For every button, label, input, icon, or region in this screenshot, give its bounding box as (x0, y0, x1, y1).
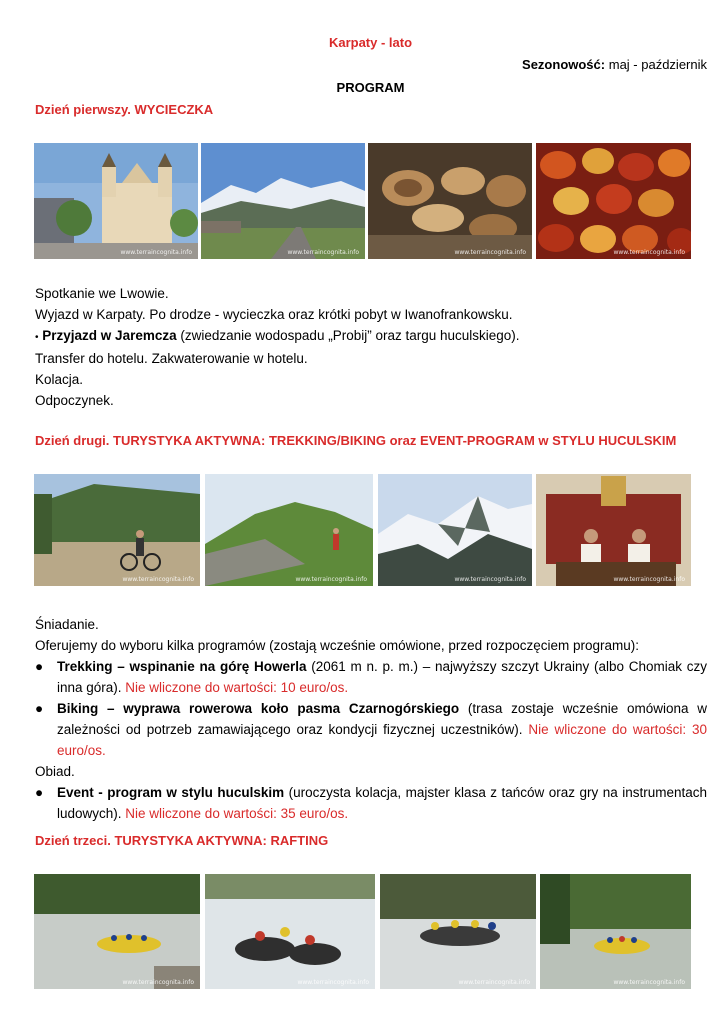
photo-watermark: www.terraincognita.info (120, 249, 192, 256)
photo-church (34, 143, 198, 259)
photo-raft-1 (34, 874, 200, 989)
photo-watermark: www.terraincognita.info (287, 249, 359, 256)
day2-line-offer: Oferujemy do wyboru kilka programów (zostają wcześnie omówione, przed rozpoczęciem programu): (35, 638, 639, 653)
bullet-biking (35, 698, 707, 761)
photo-biker (34, 474, 200, 586)
price-note: Nie wliczone do wartości: 30 euro/os. (57, 722, 708, 758)
photo-market-plates (368, 143, 532, 259)
mountain-road-image (201, 143, 365, 259)
photo-hutsul-musicians (536, 474, 691, 586)
photo-mountain-road (201, 143, 365, 259)
bullet-icon: • (35, 332, 39, 343)
raft-2-image (205, 874, 375, 989)
season-value: maj - październik (608, 57, 707, 72)
day1-bullet-arrival (35, 325, 695, 348)
day1-line-rest: Odpoczynek. (35, 393, 114, 408)
day2-bullets-2 (35, 782, 707, 824)
bullet-text: (2061 m n. p. m.) – najwyższy szczyt Ukrainy (albo Chomiak czy inna góra). (57, 659, 707, 695)
price-note: Nie wliczone do wartości: 10 euro/os. (125, 680, 349, 695)
bullet-text: (zwiedzanie wodospadu „Probij” oraz targu huculskiego). (176, 328, 520, 343)
snow-peaks-image (378, 474, 532, 586)
photo-watermark: www.terraincognita.info (122, 979, 194, 986)
bullet-trekking (35, 656, 707, 698)
day2-bullets-1 (35, 656, 707, 761)
photo-watermark: www.terraincognita.info (454, 576, 526, 583)
raft-3-image (380, 874, 536, 989)
bullet-bold-text: Event - program w stylu huculskim (57, 785, 285, 800)
photo-watermark: www.terraincognita.info (297, 979, 369, 986)
bullet-icon: ● (35, 785, 44, 800)
raft-4-image (540, 874, 691, 989)
photo-watermark: www.terraincognita.info (454, 249, 526, 256)
day3-heading: Dzień trzeci. TURYSTYKA AKTYWNA: RAFTING (35, 833, 329, 848)
day2-line-breakfast: Śniadanie. (35, 617, 99, 632)
bullet-bold-text: Trekking – wspinanie na górę Howerla (57, 659, 307, 674)
photo-raft-3 (380, 874, 536, 989)
biker-image (34, 474, 200, 586)
document-title: Karpaty - lato (328, 35, 413, 50)
season-line (522, 57, 707, 72)
bullet-event (35, 782, 707, 824)
photo-hiker-hill (205, 474, 373, 586)
raft-1-image (34, 874, 200, 989)
day1-text (35, 283, 695, 411)
program-heading: PROGRAM (336, 80, 405, 95)
season-label: Sezonowość: (522, 57, 606, 72)
photo-raft-4 (540, 874, 691, 989)
church-image (34, 143, 198, 259)
photo-painted-eggs (536, 143, 691, 259)
day1-line-transfer: Transfer do hotelu. Zakwaterowanie w hotelu. (35, 351, 308, 366)
photo-watermark: www.terraincognita.info (122, 576, 194, 583)
photo-watermark: www.terraincognita.info (613, 249, 685, 256)
hutsul-musicians-image (536, 474, 691, 586)
bullet-text: (uroczysta kolacja, majster klasa z tańców oraz gry na instrumentach ludowych). (57, 785, 707, 821)
bullet-bold-text: Przyjazd w Jaremcza (42, 328, 177, 343)
hiker-hill-image (205, 474, 373, 586)
price-note: Nie wliczone do wartości: 35 euro/os. (125, 806, 349, 821)
day1-line-departure: Wyjazd w Karpaty. Po drodze - wycieczka oraz krótki pobyt w Iwanofrankowsku. (35, 307, 513, 322)
market-plates-image (368, 143, 532, 259)
day2-heading: Dzień drugi. TURYSTYKA AKTYWNA: TREKKING/BIKING oraz EVENT-PROGRAM w STYLU HUCULSKIM (35, 433, 677, 448)
day2-text (35, 614, 707, 824)
photo-watermark: www.terraincognita.info (613, 576, 685, 583)
day1-line-dinner: Kolacja. (35, 372, 84, 387)
photo-watermark: www.terraincognita.info (458, 979, 530, 986)
bullet-bold-text: Biking – wyprawa rowerowa koło pasma Czarnogórskiego (57, 701, 460, 716)
photo-snow-peaks (378, 474, 532, 586)
day1-line-meeting: Spotkanie we Lwowie. (35, 286, 169, 301)
painted-eggs-image (536, 143, 691, 259)
bullet-icon: ● (35, 701, 44, 716)
photo-watermark: www.terraincognita.info (295, 576, 367, 583)
bullet-icon: ● (35, 659, 44, 674)
photo-raft-2 (205, 874, 375, 989)
day2-line-lunch: Obiad. (35, 764, 75, 779)
day1-heading: Dzień pierwszy. WYCIECZKA (35, 102, 214, 117)
photo-watermark: www.terraincognita.info (613, 979, 685, 986)
bullet-text: (trasa zostaje wcześnie omówiona w zależności od potrzeb zamawiającego oraz kondycji fizycznej uczestników). (57, 701, 708, 737)
